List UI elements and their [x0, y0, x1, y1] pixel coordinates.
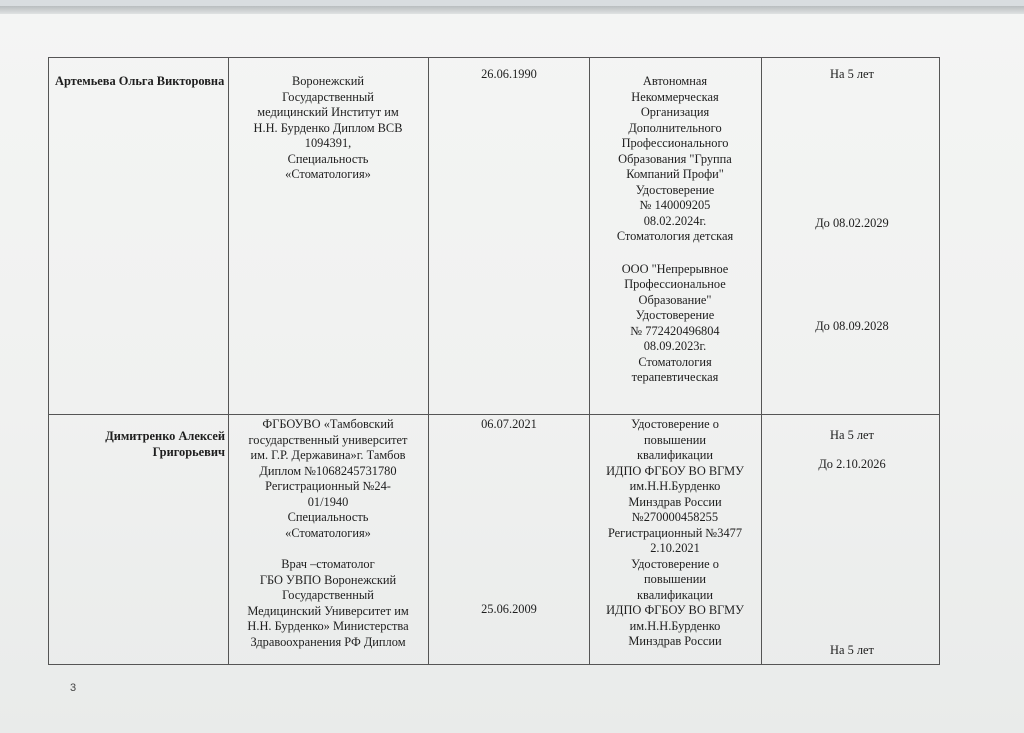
certificate-line: повышении — [644, 432, 706, 447]
education-line: «Стоматология» — [285, 167, 371, 181]
education-cell — [232, 417, 424, 650]
education-line: ФГБОУВО «Тамбовский — [262, 417, 394, 431]
page-number: 3 — [70, 682, 77, 694]
diploma-date: 26.06.1990 — [481, 67, 537, 81]
certificate-line: ИДПО ФГБОУ ВО ВГМУ — [606, 463, 744, 478]
validity-date: До 08.02.2029 — [815, 216, 889, 230]
education-line: Врач –стоматолог — [281, 557, 375, 571]
certificate-line: Автономная — [642, 74, 708, 88]
certificate-line: Некоммерческая — [631, 89, 719, 104]
education-line: Государственный — [282, 89, 374, 104]
validity-period: На 5 лет — [830, 428, 874, 442]
education-line: Специальность — [287, 151, 369, 166]
certificate-line: повышении — [644, 572, 706, 586]
diploma-date: 25.06.2009 — [481, 602, 537, 616]
education-line: 01/1940 — [307, 494, 349, 509]
certificate-line: Образования "Группа — [618, 151, 732, 166]
certificate-line: Удостоверение о — [631, 417, 719, 431]
certificate-cell — [592, 417, 758, 650]
certificate-line: ООО "Непрерывное — [621, 261, 729, 276]
certificate-line: Регистрационный №3477 — [607, 525, 743, 540]
certificate-line: № 140009205 — [639, 198, 711, 212]
certificate-line: №270000458255 — [631, 510, 719, 524]
certificate-line: квалификации — [636, 587, 713, 602]
certificate-line: терапевтическая — [631, 370, 719, 384]
certificate-line: Удостоверение о — [631, 556, 719, 571]
certificate-cell — [592, 74, 758, 386]
education-line: Медицинский Университет им — [247, 603, 409, 618]
employee-name: Димитренко Алексей Григорьевич — [105, 429, 225, 459]
education-line: Воронежский — [291, 74, 365, 88]
education-line: Государственный — [282, 588, 374, 602]
certificate-line: Компаний Профи" — [626, 167, 724, 181]
education-line: Н.Н. Бурденко Диплом ВСВ — [253, 120, 403, 135]
certificate-line: Организация — [640, 105, 710, 119]
education-line: ГБО УВПО Воронежский — [259, 572, 397, 587]
certificate-line: Удостоверение — [635, 308, 715, 322]
certificate-line: 08.02.2024г. — [643, 213, 707, 228]
table-row — [49, 415, 939, 665]
certificate-line: № 772420496804 — [630, 323, 720, 338]
certificate-line: Профессиональное — [624, 277, 726, 291]
validity-period: На 5 лет — [830, 67, 874, 81]
education-line: «Стоматология» — [285, 525, 371, 540]
employee-name: Артемьева Ольга Викторовна — [55, 74, 225, 88]
certificate-line: Образование" — [638, 292, 712, 307]
staff-table — [48, 57, 940, 665]
certificate-line: Стоматология детская — [616, 229, 734, 243]
education-line: Регистрационный №24- — [265, 479, 391, 493]
page-top-edge — [0, 6, 1024, 14]
validity-date: До 2.10.2026 — [818, 457, 886, 471]
education-line: им. Г.Р. Державина»г. Тамбов — [250, 448, 406, 462]
certificate-line: 08.09.2023г. — [643, 339, 707, 353]
education-line: Здравоохранения РФ Диплом — [250, 634, 406, 649]
certificate-line: Удостоверение — [635, 182, 715, 197]
education-line: государственный университет — [248, 432, 408, 447]
education-line: медицинский Институт им — [257, 105, 399, 119]
certificate-line: квалификации — [636, 448, 713, 462]
education-cell — [232, 74, 424, 183]
validity-period: На 5 лет — [830, 643, 874, 657]
diploma-date: 06.07.2021 — [481, 417, 537, 431]
certificate-line: ИДПО ФГБОУ ВО ВГМУ — [606, 603, 744, 617]
education-line: 1094391, — [304, 136, 352, 150]
certificate-line: им.Н.Н.Бурденко — [629, 479, 721, 493]
certificate-line: Минздрав России — [628, 634, 722, 648]
education-line: Специальность — [287, 510, 369, 524]
certificate-line: Дополнительного — [628, 120, 722, 135]
certificate-line: им.Н.Н.Бурденко — [629, 618, 721, 633]
certificate-line: Минздрав России — [628, 494, 722, 509]
education-line: Диплом №1068245731780 — [259, 463, 397, 478]
table-row — [49, 58, 939, 415]
education-line: Н.Н. Бурденко» Министерства — [247, 619, 409, 633]
certificate-line: Профессионального — [621, 136, 729, 150]
certificate-line: 2.10.2021 — [650, 541, 700, 555]
validity-date: До 08.09.2028 — [815, 319, 889, 333]
certificate-line: Стоматология — [638, 354, 712, 369]
